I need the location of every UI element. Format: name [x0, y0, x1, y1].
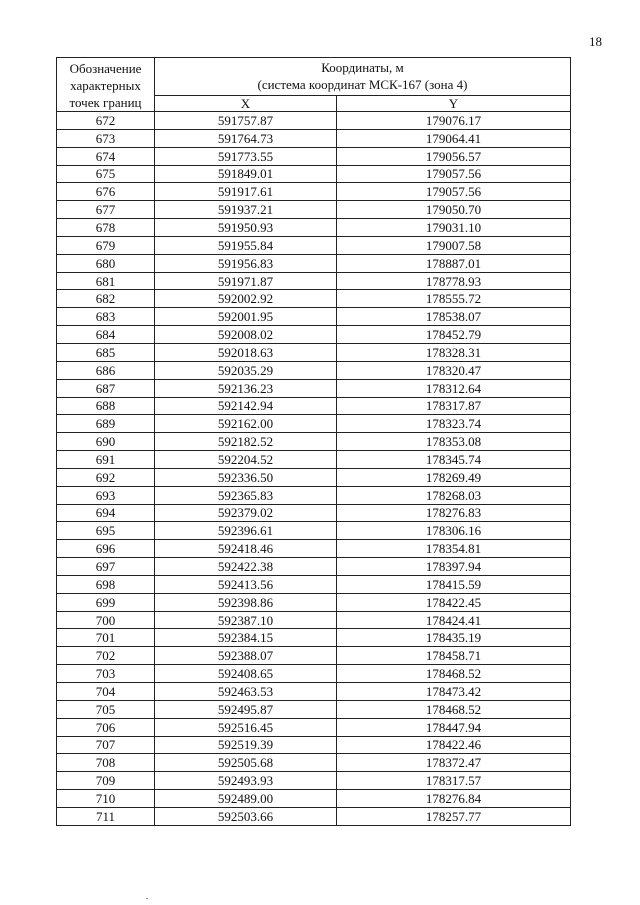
- table-row: [57, 415, 571, 433]
- table-row: [57, 790, 571, 808]
- y-coordinate-cell: 178422.46: [337, 736, 571, 754]
- x-column-header: X: [155, 95, 337, 111]
- x-coordinate-cell: 592162.00: [155, 415, 337, 433]
- point-cell: 682: [57, 290, 155, 308]
- x-coordinate-cell: 592204.52: [155, 451, 337, 469]
- x-coordinate-cell: 592387.10: [155, 611, 337, 629]
- x-coordinate-cell: 591955.84: [155, 236, 337, 254]
- table-body: [57, 112, 571, 826]
- table-row: [57, 718, 571, 736]
- table-row: [57, 540, 571, 558]
- table-row: [57, 112, 571, 130]
- x-coordinate-cell: 592018.63: [155, 343, 337, 361]
- table-row: [57, 468, 571, 486]
- x-coordinate-cell: 591757.87: [155, 112, 337, 130]
- table-row: [57, 236, 571, 254]
- coordinates-table: [56, 57, 571, 826]
- table-row: [57, 379, 571, 397]
- coordinates-header: [155, 58, 571, 96]
- point-cell: 692: [57, 468, 155, 486]
- table-row: [57, 361, 571, 379]
- table-row: [57, 290, 571, 308]
- y-coordinate-cell: 178778.93: [337, 272, 571, 290]
- scan-speck: [146, 898, 148, 899]
- x-coordinate-cell: 592035.29: [155, 361, 337, 379]
- x-coordinate-cell: 592365.83: [155, 486, 337, 504]
- point-cell: 687: [57, 379, 155, 397]
- point-cell: 702: [57, 647, 155, 665]
- y-column-header: Y: [337, 95, 571, 111]
- table-row: [57, 219, 571, 237]
- y-coordinate-cell: 178887.01: [337, 254, 571, 272]
- x-coordinate-cell: 592422.38: [155, 558, 337, 576]
- point-cell: 694: [57, 504, 155, 522]
- point-cell: 677: [57, 201, 155, 219]
- x-coordinate-cell: 592495.87: [155, 700, 337, 718]
- y-coordinate-cell: 178424.41: [337, 611, 571, 629]
- y-coordinate-cell: 179056.57: [337, 147, 571, 165]
- x-coordinate-cell: 592002.92: [155, 290, 337, 308]
- x-coordinate-cell: 592489.00: [155, 790, 337, 808]
- y-coordinate-cell: 179057.56: [337, 165, 571, 183]
- y-coordinate-cell: 179031.10: [337, 219, 571, 237]
- y-coordinate-cell: 178276.83: [337, 504, 571, 522]
- table-row: [57, 772, 571, 790]
- x-coordinate-cell: 592008.02: [155, 326, 337, 344]
- point-cell: 689: [57, 415, 155, 433]
- point-cell: 681: [57, 272, 155, 290]
- x-coordinate-cell: 591950.93: [155, 219, 337, 237]
- point-cell: 678: [57, 219, 155, 237]
- point-cell: 705: [57, 700, 155, 718]
- table-row: [57, 308, 571, 326]
- point-cell: 675: [57, 165, 155, 183]
- y-coordinate-cell: 179057.56: [337, 183, 571, 201]
- table-row: [57, 504, 571, 522]
- point-cell: 699: [57, 593, 155, 611]
- y-coordinate-cell: 179050.70: [337, 201, 571, 219]
- x-coordinate-cell: 592516.45: [155, 718, 337, 736]
- table-row: [57, 272, 571, 290]
- point-cell: 684: [57, 326, 155, 344]
- point-cell: 697: [57, 558, 155, 576]
- point-cell: 706: [57, 718, 155, 736]
- y-coordinate-cell: 178422.45: [337, 593, 571, 611]
- y-coordinate-cell: 178323.74: [337, 415, 571, 433]
- point-cell: 711: [57, 807, 155, 825]
- x-coordinate-cell: 592142.94: [155, 397, 337, 415]
- page-number: 18: [589, 34, 602, 49]
- point-cell: 685: [57, 343, 155, 361]
- x-coordinate-cell: 591956.83: [155, 254, 337, 272]
- point-cell: 690: [57, 433, 155, 451]
- y-coordinate-cell: 178328.31: [337, 343, 571, 361]
- point-cell: 708: [57, 754, 155, 772]
- point-cell: 676: [57, 183, 155, 201]
- point-cell: 686: [57, 361, 155, 379]
- x-coordinate-cell: 592398.86: [155, 593, 337, 611]
- table-row: [57, 558, 571, 576]
- y-coordinate-cell: 178435.19: [337, 629, 571, 647]
- table-header: [57, 58, 571, 112]
- point-cell: 710: [57, 790, 155, 808]
- y-coordinate-cell: 178415.59: [337, 575, 571, 593]
- point-cell: 691: [57, 451, 155, 469]
- y-coordinate-cell: 178354.81: [337, 540, 571, 558]
- point-designation-header: Обозначение характерных точек границ: [57, 58, 155, 112]
- table-row: [57, 522, 571, 540]
- table-row: [57, 486, 571, 504]
- table-row: [57, 700, 571, 718]
- point-cell: 700: [57, 611, 155, 629]
- y-coordinate-cell: 178269.49: [337, 468, 571, 486]
- x-coordinate-cell: 591971.87: [155, 272, 337, 290]
- x-coordinate-cell: 592001.95: [155, 308, 337, 326]
- point-cell: 672: [57, 112, 155, 130]
- table-row: [57, 754, 571, 772]
- y-coordinate-cell: 178317.87: [337, 397, 571, 415]
- y-coordinate-cell: 178312.64: [337, 379, 571, 397]
- x-coordinate-cell: 592413.56: [155, 575, 337, 593]
- y-coordinate-cell: 178306.16: [337, 522, 571, 540]
- x-coordinate-cell: 592388.07: [155, 647, 337, 665]
- y-coordinate-cell: 178268.03: [337, 486, 571, 504]
- x-coordinate-cell: 592408.65: [155, 665, 337, 683]
- x-coordinate-cell: 592505.68: [155, 754, 337, 772]
- table-row: [57, 575, 571, 593]
- point-cell: 704: [57, 683, 155, 701]
- x-coordinate-cell: 592136.23: [155, 379, 337, 397]
- y-coordinate-cell: 178538.07: [337, 308, 571, 326]
- table-row: [57, 343, 571, 361]
- y-coordinate-cell: 178372.47: [337, 754, 571, 772]
- table-row: [57, 254, 571, 272]
- table-row: [57, 683, 571, 701]
- point-cell: 693: [57, 486, 155, 504]
- y-coordinate-cell: 178468.52: [337, 700, 571, 718]
- table-row: [57, 665, 571, 683]
- point-cell: 679: [57, 236, 155, 254]
- x-coordinate-cell: 591764.73: [155, 129, 337, 147]
- y-coordinate-cell: 178468.52: [337, 665, 571, 683]
- table-row: [57, 807, 571, 825]
- point-cell: 673: [57, 129, 155, 147]
- table-row: [57, 129, 571, 147]
- coordinate-system-label: (система координат МСК-167 (зона 4): [257, 77, 468, 93]
- x-coordinate-cell: 592336.50: [155, 468, 337, 486]
- y-coordinate-cell: 178276.84: [337, 790, 571, 808]
- x-coordinate-cell: 591917.61: [155, 183, 337, 201]
- y-coordinate-cell: 178353.08: [337, 433, 571, 451]
- y-coordinate-cell: 179007.58: [337, 236, 571, 254]
- y-coordinate-cell: 178320.47: [337, 361, 571, 379]
- table-row: [57, 397, 571, 415]
- table-row: [57, 433, 571, 451]
- x-coordinate-cell: 592463.53: [155, 683, 337, 701]
- table-row: [57, 647, 571, 665]
- x-coordinate-cell: 591773.55: [155, 147, 337, 165]
- y-coordinate-cell: 179076.17: [337, 112, 571, 130]
- point-cell: 688: [57, 397, 155, 415]
- x-coordinate-cell: 591849.01: [155, 165, 337, 183]
- table-row: [57, 165, 571, 183]
- table-row: [57, 736, 571, 754]
- point-cell: 674: [57, 147, 155, 165]
- y-coordinate-cell: 178447.94: [337, 718, 571, 736]
- point-cell: 709: [57, 772, 155, 790]
- table-row: [57, 593, 571, 611]
- coordinates-title: Координаты, м: [321, 60, 404, 76]
- y-coordinate-cell: 178555.72: [337, 290, 571, 308]
- point-cell: 696: [57, 540, 155, 558]
- y-coordinate-cell: 178317.57: [337, 772, 571, 790]
- y-coordinate-cell: 178458.71: [337, 647, 571, 665]
- x-coordinate-cell: 592503.66: [155, 807, 337, 825]
- table-row: [57, 629, 571, 647]
- table-row: [57, 326, 571, 344]
- point-cell: 707: [57, 736, 155, 754]
- point-cell: 703: [57, 665, 155, 683]
- table-row: [57, 451, 571, 469]
- table-row: [57, 147, 571, 165]
- x-coordinate-cell: 592384.15: [155, 629, 337, 647]
- point-cell: 701: [57, 629, 155, 647]
- x-coordinate-cell: 592493.93: [155, 772, 337, 790]
- table-row: [57, 611, 571, 629]
- point-cell: 698: [57, 575, 155, 593]
- y-coordinate-cell: 179064.41: [337, 129, 571, 147]
- x-coordinate-cell: 592182.52: [155, 433, 337, 451]
- point-cell: 680: [57, 254, 155, 272]
- x-coordinate-cell: 592418.46: [155, 540, 337, 558]
- y-coordinate-cell: 178452.79: [337, 326, 571, 344]
- x-coordinate-cell: 592379.02: [155, 504, 337, 522]
- table-row: [57, 183, 571, 201]
- y-coordinate-cell: 178473.42: [337, 683, 571, 701]
- y-coordinate-cell: 178345.74: [337, 451, 571, 469]
- x-coordinate-cell: 592396.61: [155, 522, 337, 540]
- point-cell: 683: [57, 308, 155, 326]
- point-cell: 695: [57, 522, 155, 540]
- x-coordinate-cell: 592519.39: [155, 736, 337, 754]
- x-coordinate-cell: 591937.21: [155, 201, 337, 219]
- y-coordinate-cell: 178397.94: [337, 558, 571, 576]
- y-coordinate-cell: 178257.77: [337, 807, 571, 825]
- table-row: [57, 201, 571, 219]
